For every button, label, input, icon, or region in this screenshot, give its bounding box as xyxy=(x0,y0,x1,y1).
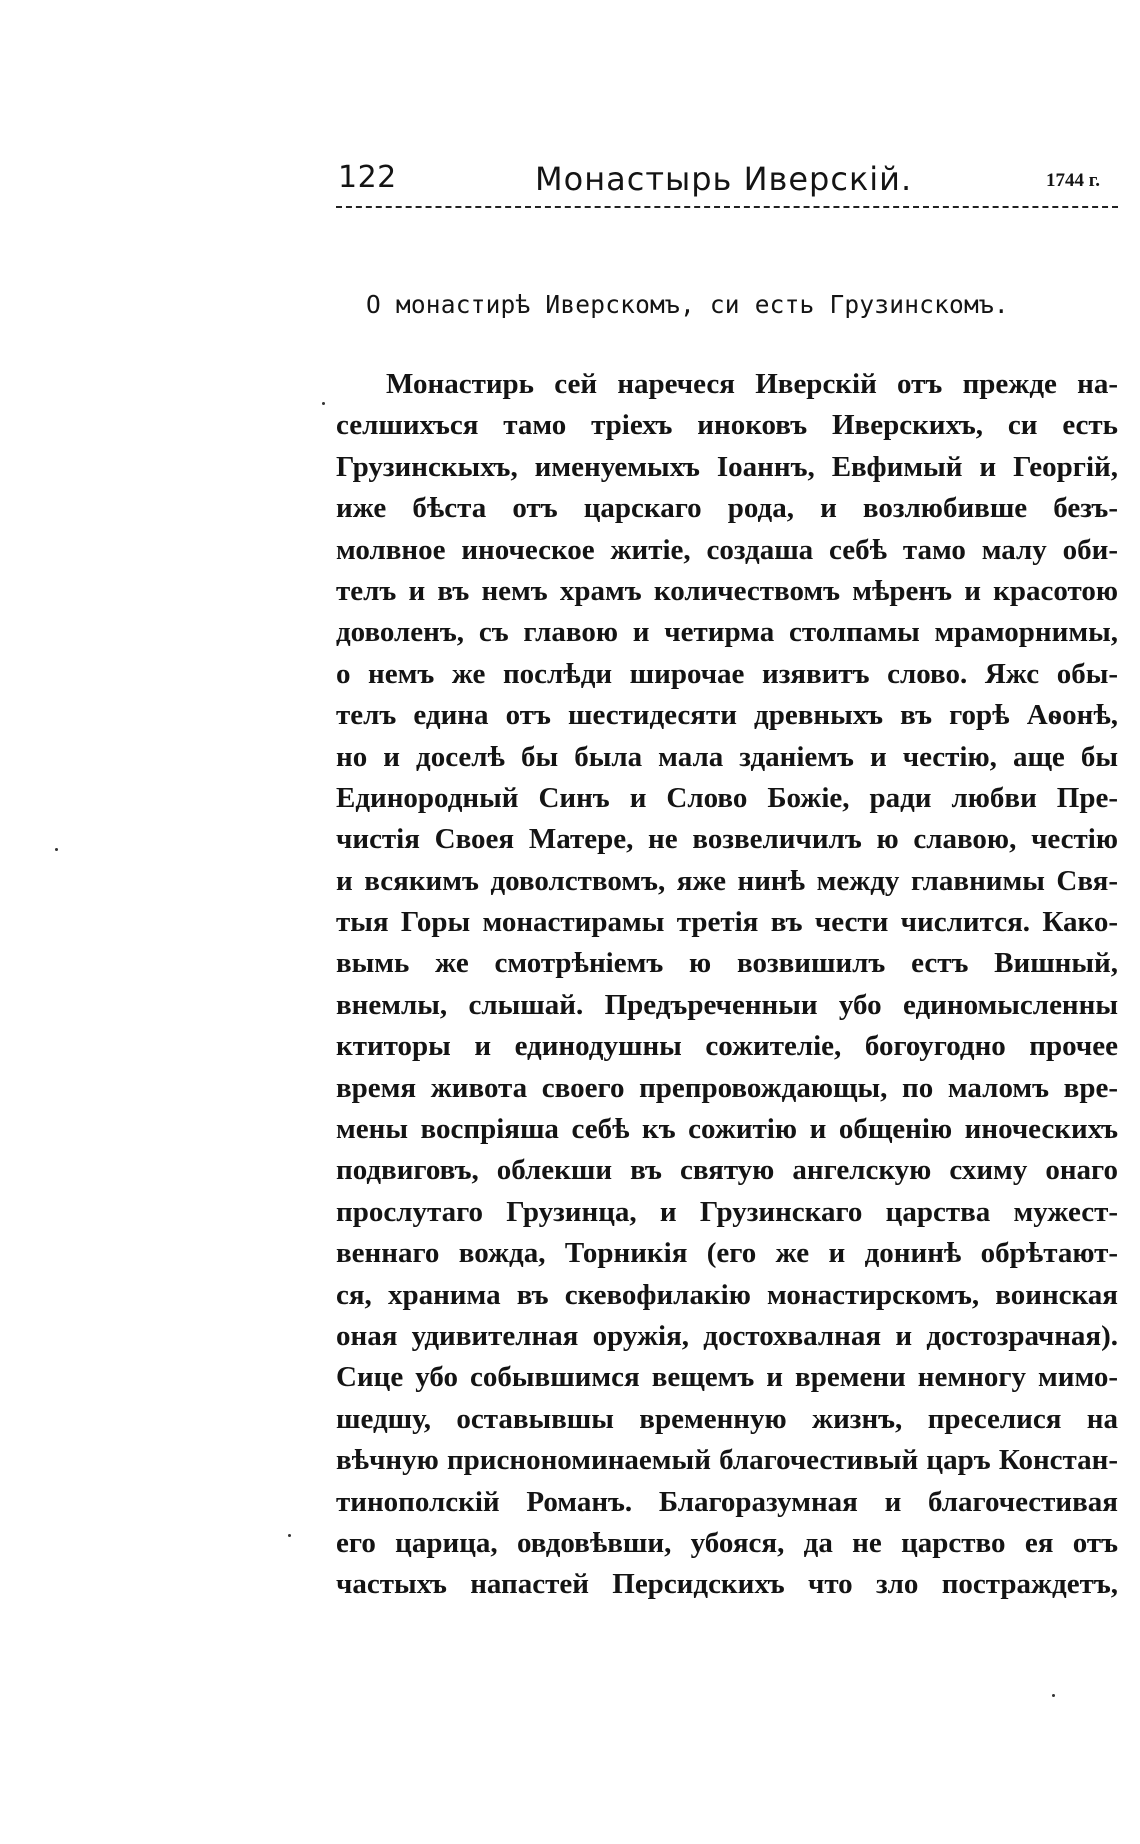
scan-speck xyxy=(288,1534,291,1537)
body-line: его царица, овдовѣвши, убояся, да не царство ея отъ xyxy=(336,1526,1118,1559)
body-text xyxy=(336,364,1118,1606)
body-line: но и доселѣ бы была мала зданіемъ и честію, аще бы xyxy=(336,740,1118,773)
body-line: телъ и въ немъ храмъ количествомъ мѣренъ и красотою xyxy=(336,574,1118,607)
scan-speck xyxy=(1052,1694,1055,1697)
body-line: тыя Горы монастирамы третія въ чести числится. Како- xyxy=(336,906,1118,939)
body-line: вымь же смотрѣніемъ ю возвишилъ естъ Вишный, xyxy=(336,947,1118,980)
body-line: и всякимъ доволствомъ, яже нинѣ между главнимы Свя- xyxy=(336,864,1118,897)
body-line: молвное иноческое житіе, создаша себѣ тамо малу оби- xyxy=(336,533,1118,566)
body-line: Единородный Синъ и Слово Божіе, ради любви Пре- xyxy=(336,781,1118,814)
body-line: время живота своего препровождающы, по маломъ вре- xyxy=(336,1071,1118,1104)
body-line: мены воспріяша себѣ къ сожитію и общенію иноческихъ xyxy=(336,1113,1118,1146)
body-line: шедшу, оставывшы временную жизнъ, преселися на xyxy=(336,1402,1118,1435)
body-line: прослутаго Грузинца, и Грузинскаго царства мужест- xyxy=(336,1195,1118,1228)
body-line: ся, хранима въ скевофилакію монастирскомъ, воинская xyxy=(336,1278,1118,1311)
body-line: подвиговъ, облекши въ святую ангелскую схиму онаго xyxy=(336,1154,1118,1187)
body-line: ктиторы и единодушны сожителіе, богоугодно прочее xyxy=(336,1030,1118,1063)
body-line: Грузинскыхъ, именуемыхъ Іоаннъ, Евфимый и Георгій, xyxy=(336,450,1118,483)
scan-speck xyxy=(55,848,58,851)
body-line: оная удивителная оружія, достохвалная и достозрачная). xyxy=(336,1319,1118,1352)
section-heading: О монастирѣ Иверскомъ, си есть Грузинскомъ. xyxy=(366,290,1009,319)
body-line: телъ едина отъ шестидесяти древныхъ въ горѣ Аѳонѣ, xyxy=(336,699,1118,732)
page-number: 122 xyxy=(338,160,397,195)
body-line: вѣчную приснономинаемый благочестивый царъ Констан- xyxy=(336,1444,1118,1477)
body-line: внемлы, слышай. Предъреченныи убо единомысленны xyxy=(336,988,1118,1021)
body-line: веннаго вожда, Торникія (его же и донинѣ обрѣтают- xyxy=(336,1237,1118,1270)
header-rule xyxy=(336,206,1118,208)
body-line: Монастирь сей наречеся Иверскій отъ прежде на- xyxy=(386,368,1118,400)
body-line: частыхъ напастей Персидскихъ что зло постраждетъ, xyxy=(336,1568,1118,1601)
body-line: доволенъ, съ главою и четирма столпамы мраморнимы, xyxy=(336,616,1118,649)
body-line: о немъ же послѣди широчае изявитъ слово. Яжс обы- xyxy=(336,657,1118,690)
body-line: иже бѣста отъ царскаго рода, и возлюбивше безъ- xyxy=(336,492,1118,525)
body-line: тинополскій Романъ. Благоразумная и благочестивая xyxy=(336,1485,1118,1518)
body-line: селшихъся тамо тріехъ иноковъ Иверскихъ, си есть xyxy=(336,409,1118,442)
running-title: Монастырь Иверскій. xyxy=(535,160,913,198)
year-label: 1744 г. xyxy=(1046,170,1100,191)
body-line: чистія Своея Матере, не возвеличилъ ю славою, честію xyxy=(336,823,1118,856)
scan-speck xyxy=(322,402,325,405)
body-line: Сице убо собывшимся вещемъ и времени немногу мимо- xyxy=(336,1361,1118,1394)
